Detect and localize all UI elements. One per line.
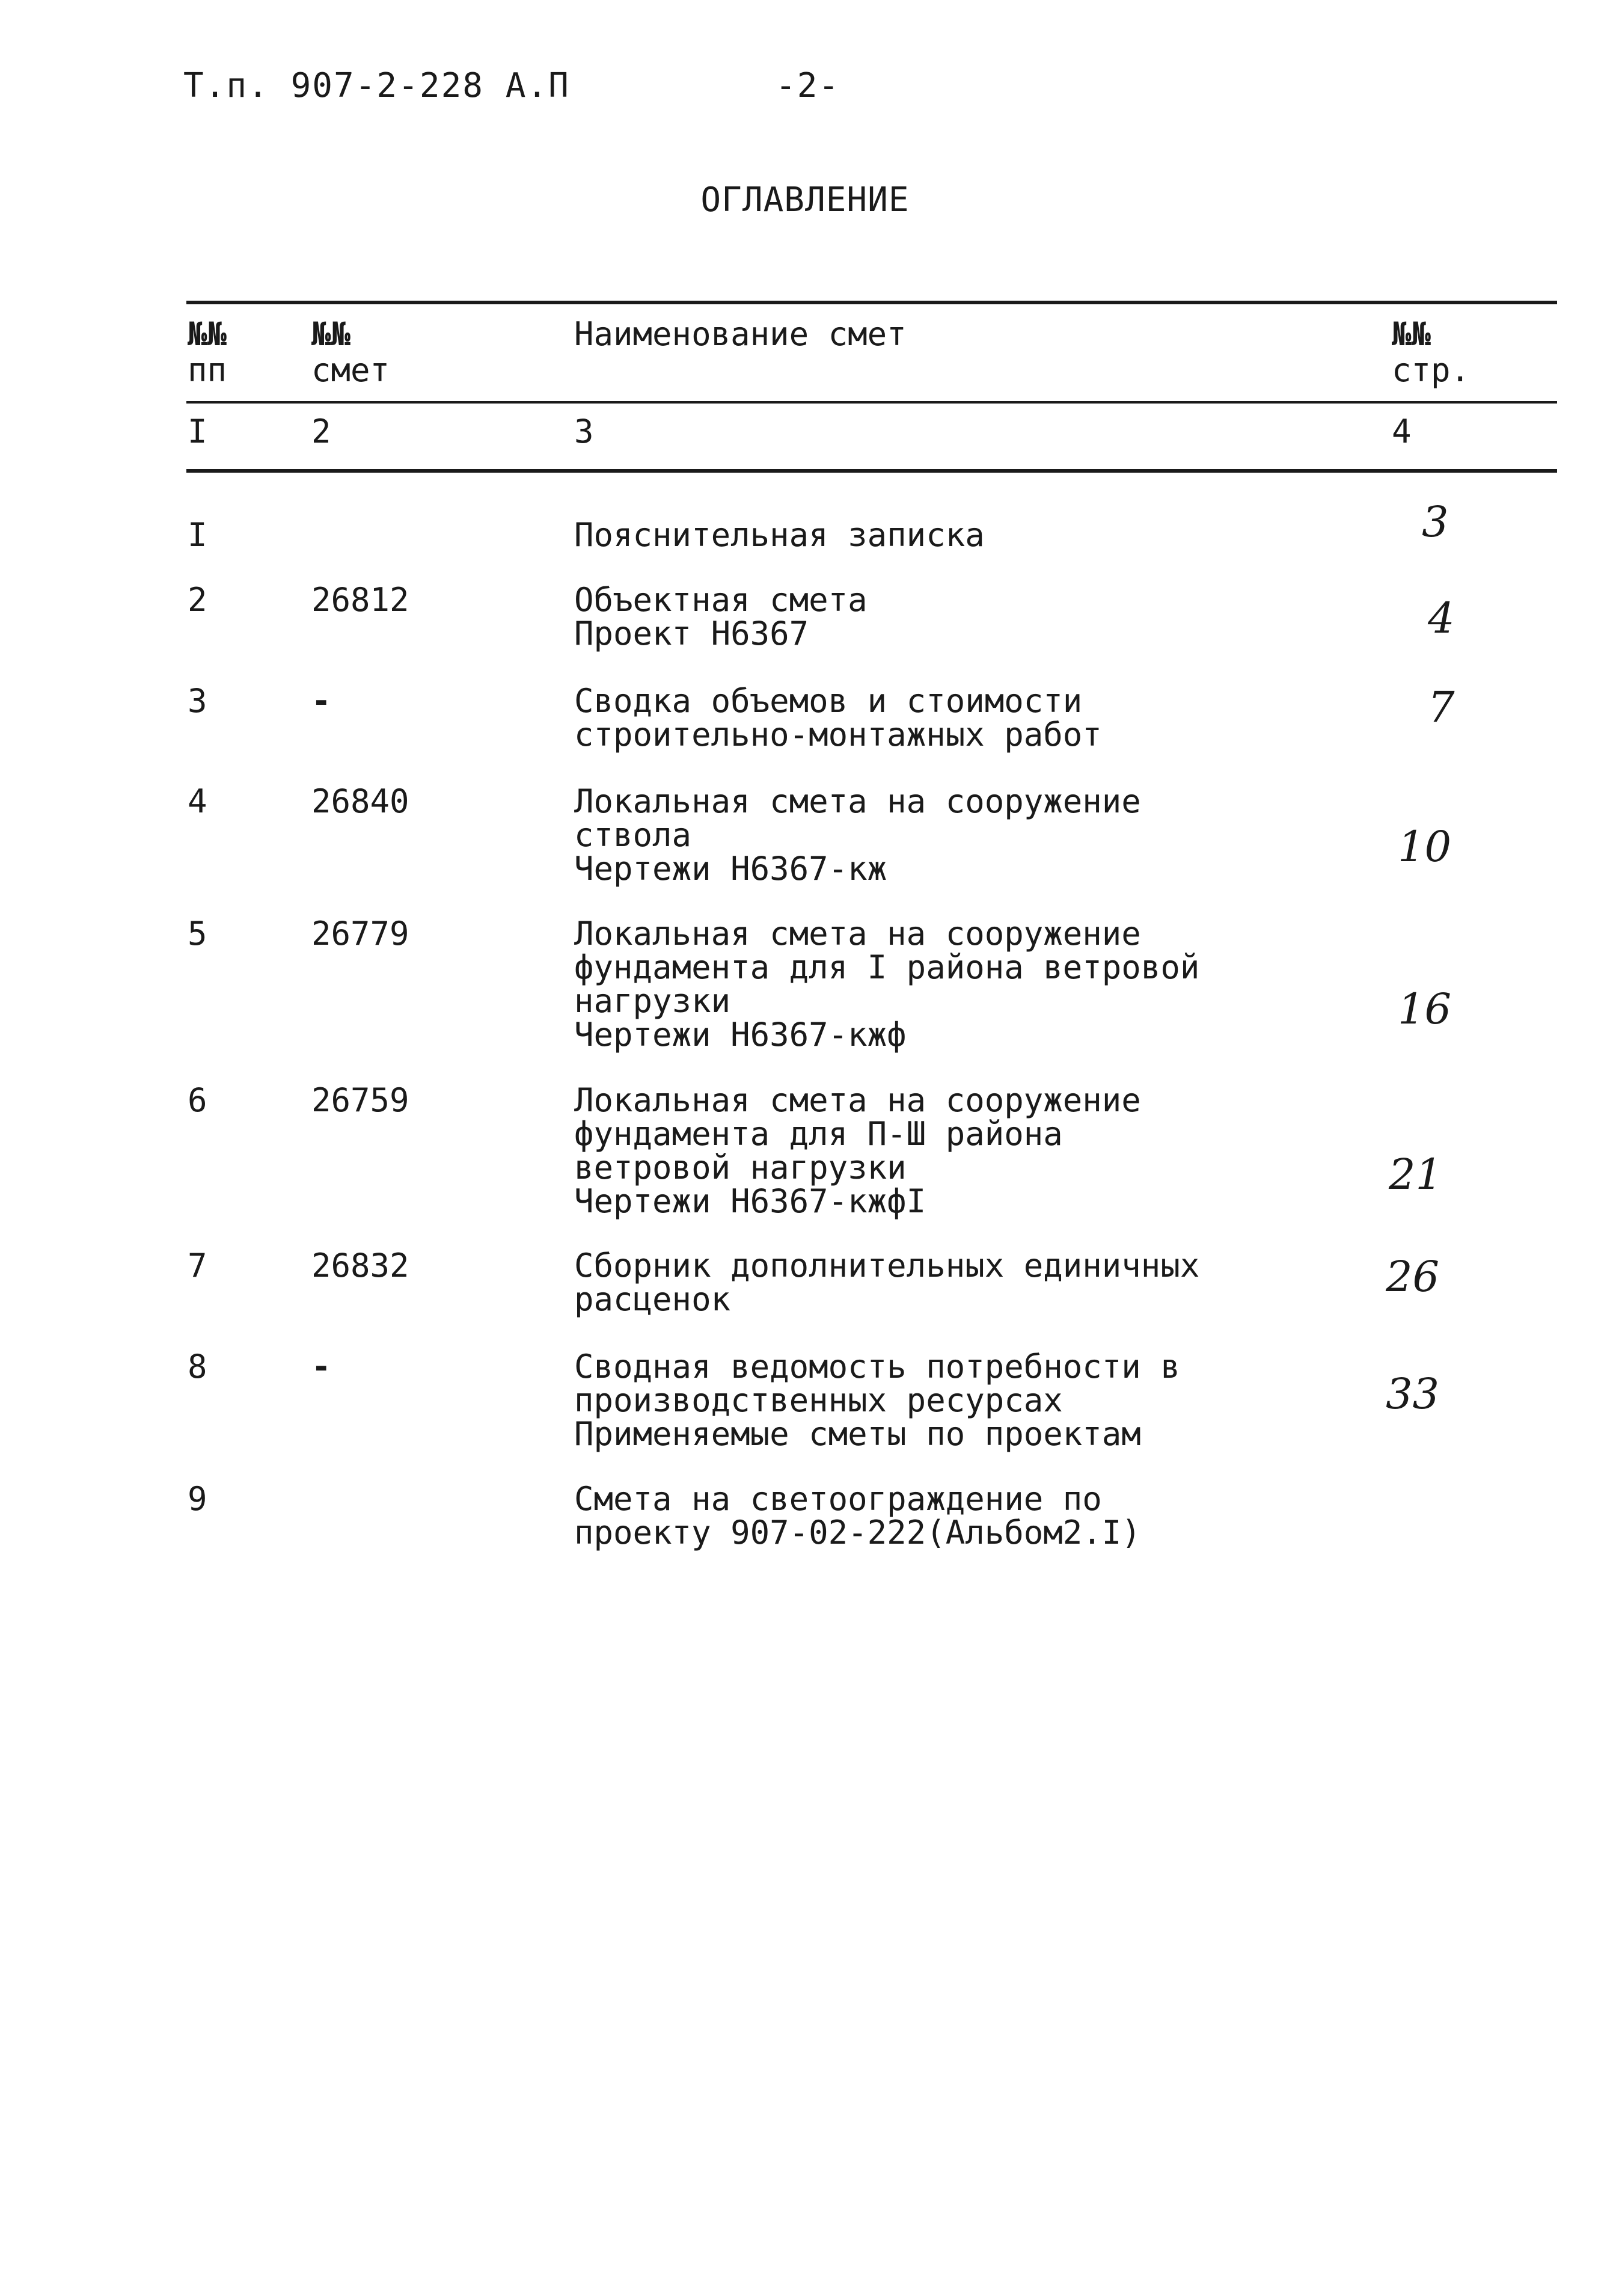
row-name-line: Смета на светоограждение по: [574, 1480, 1102, 1518]
row-name-line: Локальная смета на сооружение: [574, 782, 1141, 820]
page-title: ОГЛАВЛЕНИЕ: [700, 180, 910, 219]
row-number: 9: [188, 1480, 207, 1518]
col-header-page-sub: стр.: [1392, 351, 1471, 389]
row-name-line: фундамента для П-Ш района: [574, 1115, 1063, 1153]
row-number: 4: [188, 782, 207, 820]
row-name-line: Сводная ведомость потребности в: [574, 1348, 1180, 1386]
row-smeta: 26840: [311, 782, 409, 820]
document-reference: Т.п. 907-2-228 А.П: [183, 66, 570, 105]
row-name-line: Чертежи Н6367-кж: [574, 850, 887, 888]
row-name-line: Проект Н6367: [574, 615, 809, 652]
row-page: 33: [1386, 1369, 1440, 1419]
col-header-smeta: №№: [311, 315, 351, 353]
row-name-line: проекту 907-02-222(Альбом2.I): [574, 1514, 1141, 1552]
col-header-smeta-sub: смет: [311, 351, 390, 389]
row-name-line: Объектная смета: [574, 581, 868, 619]
column-number-1: I: [188, 413, 207, 450]
col-header-page: №№: [1392, 315, 1431, 353]
header-rule: [186, 401, 1557, 404]
row-smeta: 26759: [311, 1081, 409, 1119]
row-number: 8: [188, 1348, 207, 1386]
row-name-line: расценок: [574, 1280, 731, 1318]
top-rule: [186, 301, 1557, 304]
row-page: 21: [1389, 1150, 1443, 1199]
row-smeta: 26832: [311, 1247, 409, 1285]
row-name-line: производственных ресурсах: [574, 1381, 1063, 1419]
row-smeta: 26779: [311, 915, 409, 953]
row-page: 7: [1428, 683, 1455, 732]
row-name-line: строительно-монтажных работ: [574, 716, 1102, 754]
row-name-line: Пояснительная записка: [574, 516, 985, 554]
row-name-line: Локальная смета на сооружение: [574, 915, 1141, 953]
row-page: 4: [1428, 594, 1455, 643]
row-name-line: нагрузки: [574, 982, 731, 1020]
row-name-line: Чертежи Н6367-кжфI: [574, 1182, 926, 1220]
col-header-name: Наименование смет: [574, 315, 907, 353]
col-header-no: №№: [188, 315, 227, 353]
row-name-line: ствола: [574, 816, 692, 854]
column-number-2: 2: [311, 413, 331, 450]
row-number: 5: [188, 915, 207, 953]
row-smeta: -: [311, 1348, 331, 1386]
row-name-line: Применяемые сметы по проектам: [574, 1415, 1141, 1453]
row-name-line: Сводка объемов и стоимости: [574, 682, 1083, 720]
row-number: I: [188, 516, 207, 554]
row-name-line: ветровой нагрузки: [574, 1149, 907, 1186]
column-number-4: 4: [1392, 413, 1412, 450]
row-name-line: Сборник дополнительных единичных: [574, 1247, 1200, 1285]
row-page: 3: [1422, 497, 1449, 547]
row-smeta: 26812: [311, 581, 409, 619]
row-smeta: -: [311, 682, 331, 720]
row-number: 7: [188, 1247, 207, 1285]
column-number-3: 3: [574, 413, 594, 450]
row-name-line: фундамента для I района ветровой: [574, 948, 1200, 986]
numbers-rule: [186, 469, 1557, 473]
row-number: 6: [188, 1081, 207, 1119]
row-number: 2: [188, 581, 207, 619]
row-page: 16: [1398, 984, 1452, 1034]
row-name-line: Чертежи Н6367-кжф: [574, 1016, 907, 1054]
row-page: 26: [1386, 1252, 1440, 1301]
row-page: 10: [1398, 822, 1452, 871]
row-name-line: Локальная смета на сооружение: [574, 1081, 1141, 1119]
page-number: -2-: [776, 66, 840, 105]
col-header-no-sub: пп: [188, 351, 227, 389]
row-number: 3: [188, 682, 207, 720]
